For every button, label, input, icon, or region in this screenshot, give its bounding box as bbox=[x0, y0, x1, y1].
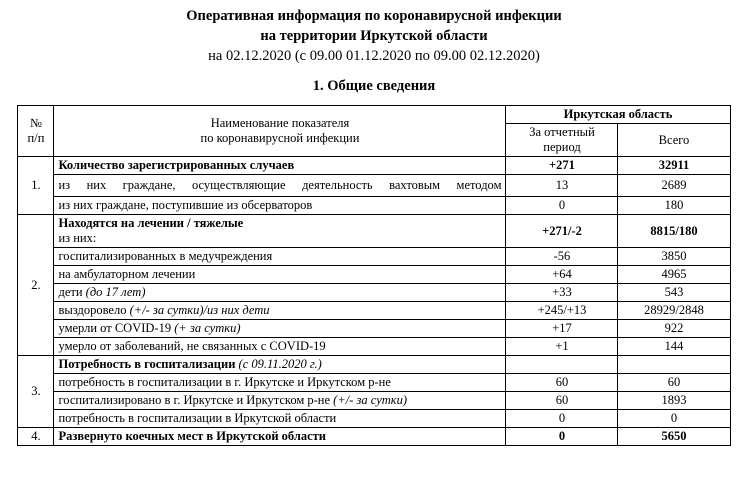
row-group-number: 2. bbox=[18, 215, 54, 356]
header-indicator-name bbox=[54, 106, 506, 157]
header-indicator-line-1: Наименование показателя bbox=[210, 116, 350, 130]
row-total-value: 8815/180 bbox=[618, 215, 730, 248]
row-period-value: +17 bbox=[506, 320, 618, 338]
row-total-value: 1893 bbox=[618, 392, 730, 410]
header-period-line-1: За отчетный bbox=[529, 125, 595, 139]
row-total-value: 3850 bbox=[618, 248, 730, 266]
row-label: Развернуто коечных мест в Иркутской области bbox=[54, 428, 506, 446]
row-label-main: Находятся на лечении / тяжелые bbox=[58, 216, 244, 230]
header-period-line-2: период bbox=[543, 140, 581, 154]
document-title-line-1: Оперативная информация по коронавирусной инфекции bbox=[186, 8, 562, 24]
row-label: из них граждане, осуществляющие деятельность вахтовым методом bbox=[54, 175, 506, 197]
header-number-line-1: № bbox=[30, 116, 42, 130]
table-row bbox=[18, 320, 730, 338]
row-period-value: +245/+13 bbox=[506, 302, 618, 320]
row-total-value: 0 bbox=[618, 410, 730, 428]
row-period-value: 60 bbox=[506, 392, 618, 410]
header-total: Всего bbox=[618, 124, 730, 157]
header-reporting-period bbox=[506, 124, 618, 157]
header-number-line-2: п/п bbox=[27, 131, 45, 145]
row-group-number: 1. bbox=[18, 157, 54, 215]
table-row bbox=[18, 302, 730, 320]
row-label bbox=[54, 356, 506, 374]
row-label-note: (+/- за сутки)/из них дети bbox=[129, 303, 270, 317]
row-total-value: 543 bbox=[618, 284, 730, 302]
table-header bbox=[18, 106, 730, 157]
row-label-note: (+/- за сутки) bbox=[333, 393, 408, 407]
row-period-value: +33 bbox=[506, 284, 618, 302]
row-total-value: 28929/2848 bbox=[618, 302, 730, 320]
row-total-value: 144 bbox=[618, 338, 730, 356]
table-row bbox=[18, 356, 730, 374]
table-row bbox=[18, 392, 730, 410]
row-period-value: 0 bbox=[506, 428, 618, 446]
row-period-value: -56 bbox=[506, 248, 618, 266]
row-label: из них граждане, поступившие из обсерваторов bbox=[54, 197, 506, 215]
row-period-value: +271/-2 bbox=[506, 215, 618, 248]
row-period-value: +271 bbox=[506, 157, 618, 175]
row-label-main: выздоровело bbox=[58, 303, 130, 317]
row-total-value: 5650 bbox=[618, 428, 730, 446]
row-period-value: 0 bbox=[506, 197, 618, 215]
row-total-value: 2689 bbox=[618, 175, 730, 197]
row-label bbox=[54, 215, 506, 248]
row-label-note: (+ за сутки) bbox=[174, 321, 241, 335]
row-label: Количество зарегистрированных случаев bbox=[54, 157, 506, 175]
row-label: госпитализированных в медучреждения bbox=[54, 248, 506, 266]
row-total-value: 180 bbox=[618, 197, 730, 215]
table-row bbox=[18, 374, 730, 392]
row-period-value: +1 bbox=[506, 338, 618, 356]
table-row bbox=[18, 175, 730, 197]
row-period-value bbox=[506, 356, 618, 374]
table-row bbox=[18, 266, 730, 284]
row-label-main: умерли от COVID-19 bbox=[58, 321, 175, 335]
row-label bbox=[54, 302, 506, 320]
title-block bbox=[0, 0, 748, 66]
table-row bbox=[18, 428, 730, 446]
row-label: потребность в госпитализации в Иркутской области bbox=[54, 410, 506, 428]
row-label bbox=[54, 392, 506, 410]
header-region: Иркутская область bbox=[506, 106, 730, 124]
row-label bbox=[54, 284, 506, 302]
row-label bbox=[54, 320, 506, 338]
table-row bbox=[18, 197, 730, 215]
table-row bbox=[18, 338, 730, 356]
table-row bbox=[18, 215, 730, 248]
table-row bbox=[18, 410, 730, 428]
row-total-value: 922 bbox=[618, 320, 730, 338]
row-label-sub: из них: bbox=[58, 231, 97, 245]
row-label-main: госпитализировано в г. Иркутске и Иркутском р-не bbox=[58, 393, 334, 407]
row-total-value bbox=[618, 356, 730, 374]
row-label-main: Потребность в госпитализации bbox=[58, 357, 239, 371]
document-date-line: на 02.12.2020 (с 09.00 01.12.2020 по 09.00 02.12.2020) bbox=[208, 48, 540, 64]
row-period-value: 60 bbox=[506, 374, 618, 392]
row-label: умерло от заболеваний, не связанных с COVID-19 bbox=[54, 338, 506, 356]
table-row bbox=[18, 248, 730, 266]
row-total-value: 32911 bbox=[618, 157, 730, 175]
row-group-number: 3. bbox=[18, 356, 54, 428]
table-row bbox=[18, 157, 730, 175]
row-label-main: дети bbox=[58, 285, 86, 299]
row-period-value: 0 bbox=[506, 410, 618, 428]
row-period-value: 13 bbox=[506, 175, 618, 197]
header-number bbox=[18, 106, 54, 157]
row-label: потребность в госпитализации в г. Иркутске и Иркутском р-не bbox=[54, 374, 506, 392]
general-info-table bbox=[17, 105, 730, 446]
row-label: на амбулаторном лечении bbox=[54, 266, 506, 284]
table-body bbox=[18, 157, 730, 446]
document-title-line-2: на территории Иркутской области bbox=[260, 28, 488, 44]
table-row bbox=[18, 284, 730, 302]
row-period-value: +64 bbox=[506, 266, 618, 284]
section-heading: 1. Общие сведения bbox=[312, 78, 436, 94]
row-total-value: 4965 bbox=[618, 266, 730, 284]
row-group-number: 4. bbox=[18, 428, 54, 446]
header-indicator-line-2: по коронавирусной инфекции bbox=[200, 131, 360, 145]
row-label-note: (с 09.11.2020 г.) bbox=[238, 357, 322, 371]
row-total-value: 60 bbox=[618, 374, 730, 392]
table-header-row-1 bbox=[18, 106, 730, 124]
row-label-note: (до 17 лет) bbox=[85, 285, 146, 299]
